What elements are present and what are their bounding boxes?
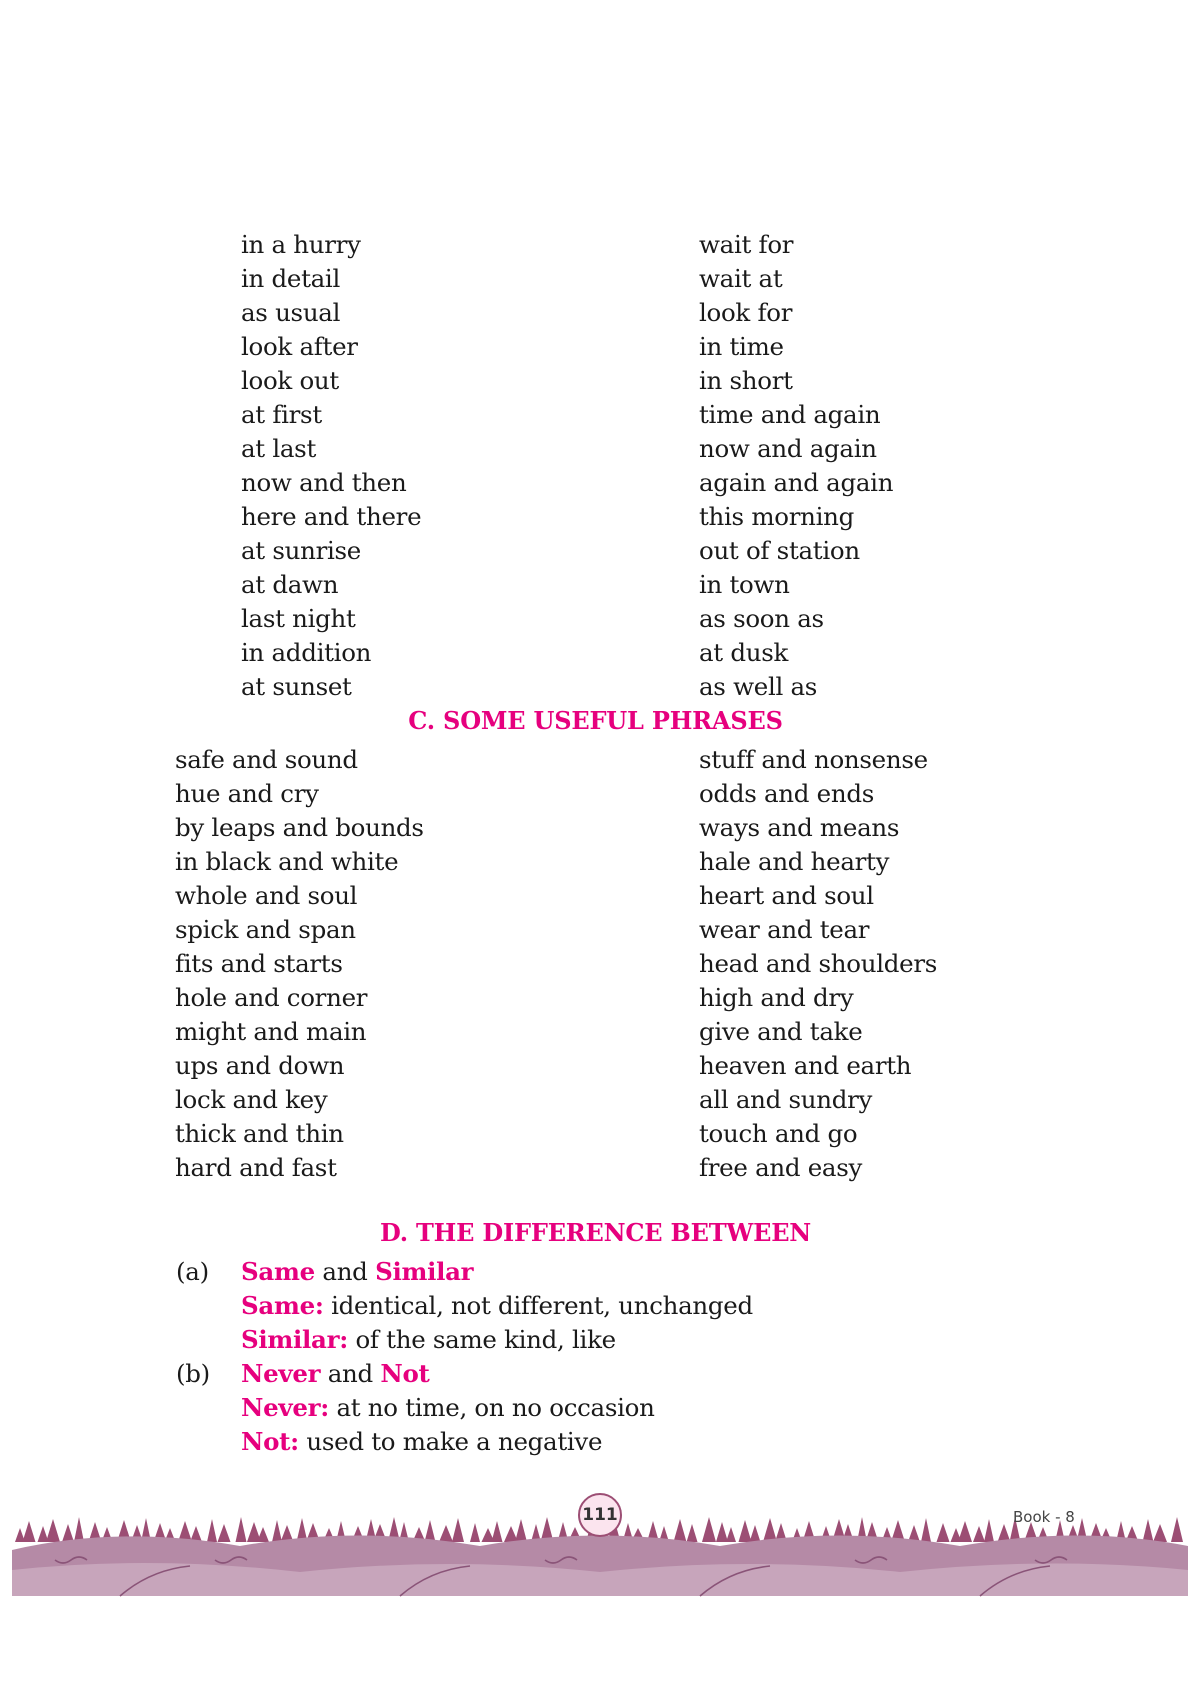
- term: Same:: [241, 1291, 324, 1320]
- tree-icon: [702, 1517, 716, 1542]
- tree-icon: [921, 1518, 931, 1542]
- list-item: might and main: [175, 1017, 367, 1046]
- list-item: time and again: [699, 400, 881, 429]
- tree-icon: [750, 1525, 761, 1542]
- tree-icon: [470, 1523, 480, 1542]
- list-item: at dusk: [699, 638, 789, 667]
- term: Not:: [241, 1427, 299, 1456]
- list-item: thick and thin: [175, 1119, 344, 1148]
- list-item: hue and cry: [175, 779, 319, 808]
- word-pair: [241, 1357, 430, 1391]
- list-item: hole and corner: [175, 983, 368, 1012]
- list-item: hale and hearty: [699, 847, 890, 876]
- section-c-heading: C. SOME USEFUL PHRASES: [408, 706, 783, 735]
- list-item: again and again: [699, 468, 894, 497]
- list-item: free and easy: [699, 1153, 863, 1182]
- item-marker: (a): [176, 1257, 209, 1286]
- list-item: wear and tear: [699, 915, 870, 944]
- tree-icon: [1143, 1519, 1154, 1542]
- tree-icon: [439, 1525, 453, 1542]
- joiner: and: [327, 1359, 373, 1388]
- list-item: at last: [241, 434, 317, 463]
- list-item: out of station: [699, 536, 860, 565]
- list-item: last night: [241, 604, 356, 633]
- list-item: in addition: [241, 638, 372, 667]
- tree-icon: [515, 1519, 527, 1542]
- list-item: as well as: [699, 672, 818, 701]
- list-item: at first: [241, 400, 322, 429]
- list-item: ways and means: [699, 813, 900, 842]
- tree-icon: [937, 1523, 950, 1542]
- tree-icon: [492, 1521, 503, 1542]
- list-item: high and dry: [699, 983, 854, 1012]
- definition-text: used to make a negative: [306, 1427, 603, 1456]
- term: Never: [241, 1359, 321, 1388]
- definition-text: at no time, on no occasion: [336, 1393, 655, 1422]
- definition-text: identical, not different, unchanged: [331, 1291, 753, 1320]
- term: Same: [241, 1257, 315, 1286]
- list-item: at dawn: [241, 570, 339, 599]
- list-item: now and then: [241, 468, 407, 497]
- list-item: head and shoulders: [699, 949, 937, 978]
- term: Similar:: [241, 1325, 348, 1354]
- tree-icon: [46, 1519, 60, 1542]
- term: Not: [380, 1359, 430, 1388]
- tree-icon: [1171, 1517, 1183, 1542]
- list-item: lock and key: [175, 1085, 328, 1114]
- list-item: as soon as: [699, 604, 824, 633]
- list-item: here and there: [241, 502, 422, 531]
- list-item: wait at: [699, 264, 783, 293]
- list-item: fits and starts: [175, 949, 343, 978]
- tree-icon: [272, 1520, 282, 1542]
- useful-phrases-left: [175, 743, 424, 1185]
- list-item: spick and span: [175, 915, 356, 944]
- tree-icon: [973, 1526, 985, 1542]
- term: Never:: [241, 1393, 329, 1422]
- tree-icon: [674, 1519, 687, 1542]
- tree-icon: [739, 1520, 752, 1542]
- list-item: heaven and earth: [699, 1051, 912, 1080]
- section-d-heading: D. THE DIFFERENCE BETWEEN: [379, 1218, 812, 1247]
- tree-icon: [257, 1527, 269, 1542]
- word-pair: [241, 1255, 473, 1289]
- list-item: in short: [699, 366, 793, 395]
- page-number-badge: 111: [578, 1493, 622, 1537]
- list-item: look for: [699, 298, 793, 327]
- list-item: look out: [241, 366, 339, 395]
- list-item: in detail: [241, 264, 341, 293]
- tree-icon: [218, 1524, 231, 1542]
- list-item: touch and go: [699, 1119, 858, 1148]
- tree-icon: [74, 1517, 84, 1542]
- list-item: at sunrise: [241, 536, 361, 565]
- list-item: all and sundry: [699, 1085, 873, 1114]
- joiner: and: [322, 1257, 368, 1286]
- phrase-list-left: [241, 228, 421, 704]
- tree-icon: [958, 1521, 972, 1542]
- list-item: safe and sound: [175, 745, 358, 774]
- phrase-list-right: [699, 228, 893, 704]
- list-item: at sunset: [241, 672, 352, 701]
- tree-icon: [236, 1517, 247, 1542]
- tree-icon: [23, 1521, 36, 1542]
- list-item: in a hurry: [241, 230, 361, 259]
- definition-text: of the same kind, like: [355, 1325, 616, 1354]
- list-item: ups and down: [175, 1051, 345, 1080]
- term: Similar: [375, 1257, 474, 1286]
- list-item: now and again: [699, 434, 877, 463]
- list-item: in black and white: [175, 847, 399, 876]
- list-item: heart and soul: [699, 881, 874, 910]
- useful-phrases-right: [699, 743, 937, 1185]
- tree-icon: [687, 1524, 698, 1542]
- tree-icon: [62, 1524, 74, 1542]
- list-item: look after: [241, 332, 358, 361]
- list-item: in time: [699, 332, 784, 361]
- book-label: Book - 8: [1013, 1508, 1075, 1526]
- tree-icon: [716, 1522, 728, 1542]
- list-item: by leaps and bounds: [175, 813, 424, 842]
- tree-icon: [1153, 1524, 1167, 1542]
- list-item: hard and fast: [175, 1153, 337, 1182]
- tree-icon: [726, 1527, 736, 1542]
- tree-icon: [763, 1518, 777, 1542]
- item-marker: (b): [176, 1359, 210, 1388]
- list-item: stuff and nonsense: [699, 745, 928, 774]
- list-item: this morning: [699, 502, 854, 531]
- tree-icon: [984, 1519, 994, 1542]
- list-item: give and take: [699, 1017, 863, 1046]
- list-item: whole and soul: [175, 881, 358, 910]
- list-item: wait for: [699, 230, 794, 259]
- tree-icon: [452, 1518, 464, 1542]
- list-item: in town: [699, 570, 790, 599]
- list-item: as usual: [241, 298, 341, 327]
- list-item: odds and ends: [699, 779, 874, 808]
- tree-icon: [207, 1519, 217, 1542]
